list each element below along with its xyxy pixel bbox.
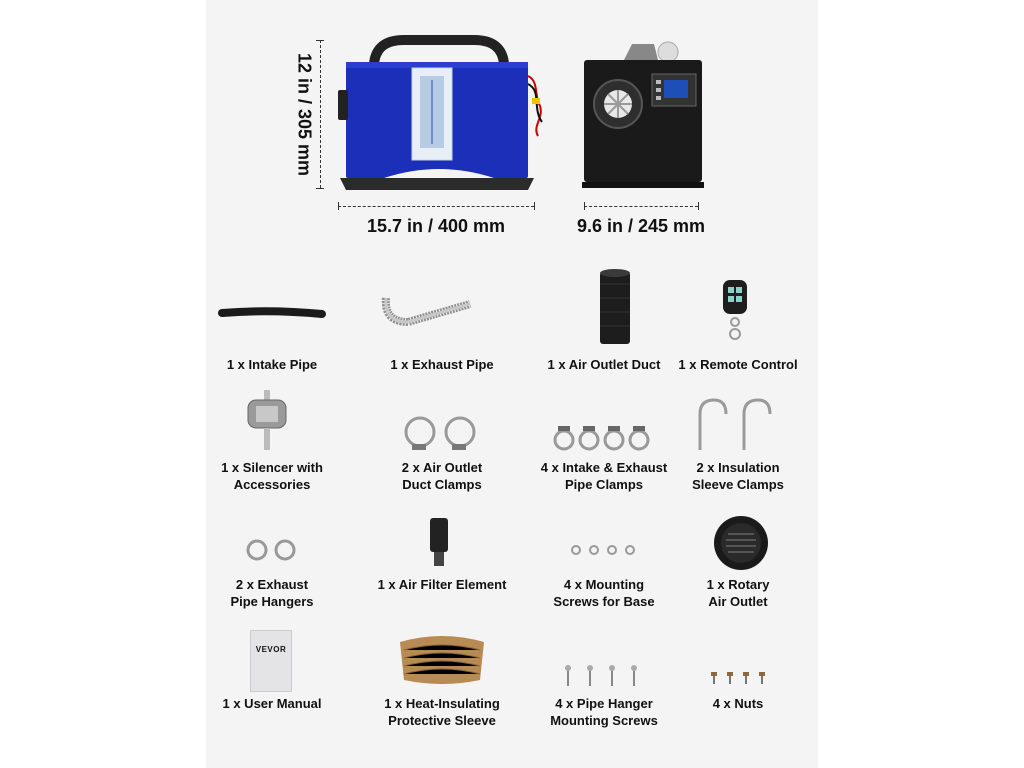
item-label-air-filter-element: 1 x Air Filter Element [377, 577, 507, 592]
item-label-intake-exhaust-pipe-clamps: 4 x Intake & Exhaust Pipe Clamps [540, 460, 668, 492]
nuts-image [708, 670, 770, 686]
air-outlet-duct-clamps-image [402, 414, 480, 454]
intake-exhaust-pipe-clamps-image [552, 424, 652, 454]
air-filter-element-image [424, 516, 454, 568]
item-label-remote-control: 1 x Remote Control [678, 357, 798, 372]
remote-control-image [720, 278, 750, 344]
item-label-air-outlet-duct: 1 x Air Outlet Duct [547, 357, 661, 372]
item-label-insulation-sleeve-clamps: 2 x Insulation Sleeve Clamps [692, 460, 784, 492]
heater-side-image [580, 40, 704, 190]
height-dimension-line [320, 40, 321, 188]
rotary-air-outlet-image [712, 514, 770, 572]
item-label-heat-insulating-sleeve: 1 x Heat-Insulating Protective Sleeve [384, 696, 500, 728]
depth-label: 9.6 in / 245 mm [576, 216, 706, 236]
pipe-hanger-mounting-screws-image [560, 664, 644, 688]
item-label-exhaust-pipe-hangers: 2 x Exhaust Pipe Hangers [230, 577, 314, 609]
exhaust-pipe-image [380, 292, 476, 332]
mounting-screws-for-base-image [568, 544, 638, 556]
intake-pipe-image [220, 305, 324, 321]
item-label-user-manual: 1 x User Manual [222, 696, 322, 711]
heater-front-image [334, 36, 544, 196]
item-label-mounting-screws-for-base: 4 x Mounting Screws for Base [553, 577, 655, 609]
item-label-pipe-hanger-mounting-screws: 4 x Pipe Hanger Mounting Screws [550, 696, 658, 728]
width-label: 15.7 in / 400 mm [366, 216, 506, 236]
depth-dimension-line [584, 206, 698, 207]
width-dimension-line [338, 206, 534, 207]
item-label-air-outlet-duct-clamps: 2 x Air Outlet Duct Clamps [401, 460, 483, 492]
item-label-exhaust-pipe: 1 x Exhaust Pipe [390, 357, 494, 372]
user-manual-image [250, 630, 292, 692]
item-label-intake-pipe: 1 x Intake Pipe [226, 357, 318, 372]
item-label-nuts: 4 x Nuts [712, 696, 764, 711]
item-label-rotary-air-outlet: 1 x Rotary Air Outlet [706, 577, 770, 609]
heat-insulating-sleeve-image [394, 632, 490, 686]
exhaust-pipe-hangers-image [244, 538, 300, 562]
air-outlet-duct-image [598, 268, 632, 348]
insulation-sleeve-clamps-image [692, 396, 778, 452]
silencer-image [244, 388, 290, 452]
height-label: 12 in / 305 mm [294, 52, 315, 177]
item-label-silencer: 1 x Silencer with Accessories [221, 460, 323, 492]
manual-brand-logo: VEVOR [255, 645, 287, 654]
